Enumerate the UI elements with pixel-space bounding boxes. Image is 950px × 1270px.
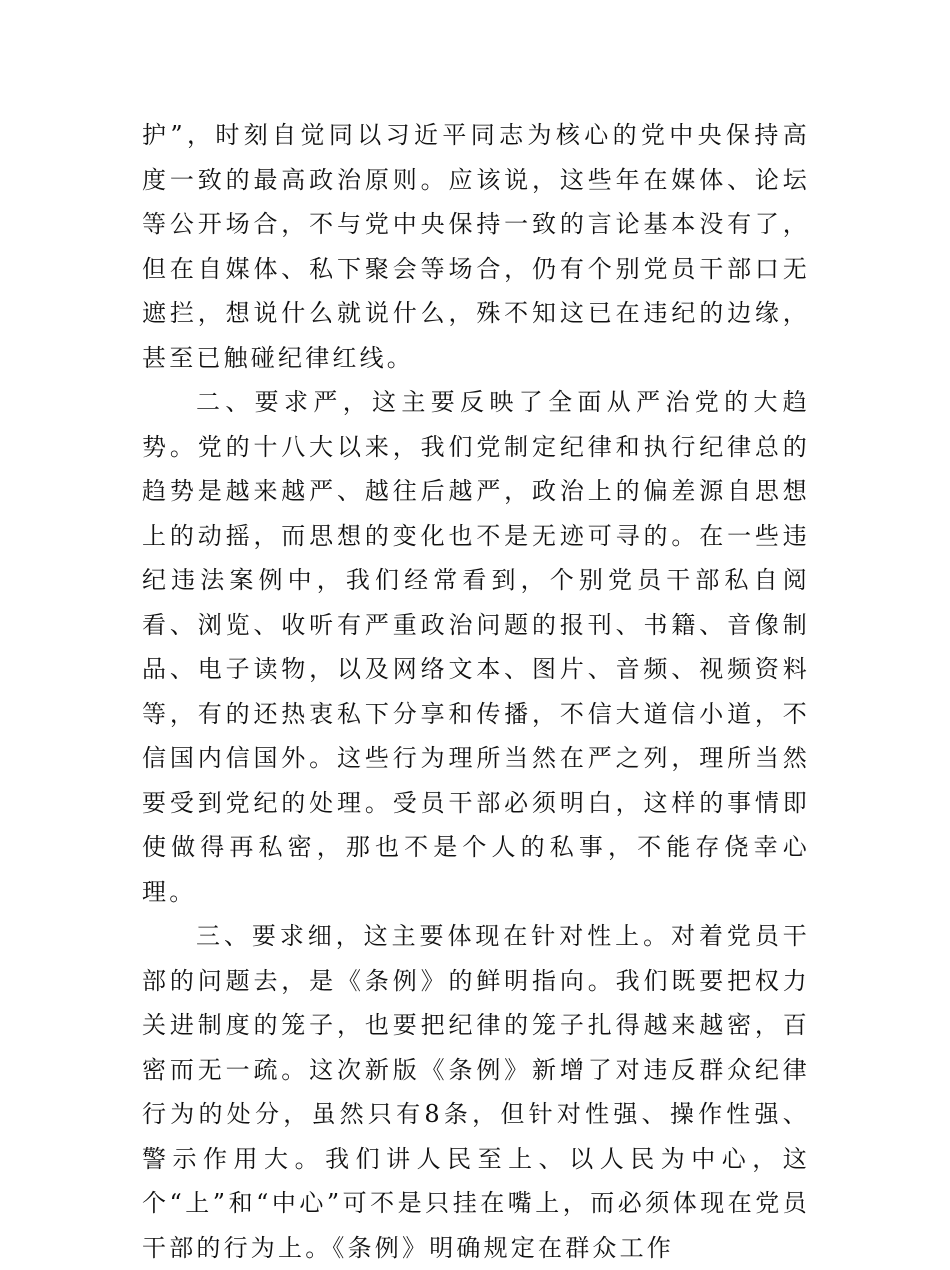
paragraph-continuation: 护”，时刻自觉同以习近平同志为核心的党中央保持高度一致的最高政治原则。应该说，这些年在媒体、论坛等公开场合，不与党中央保持一致的言论基本没有了，但在自媒体、私下聚会等场合，仍有个别党员干部口无遮拦，想说什么就说什么，殊不知这已在违纪的边缘，甚至已触碰纪律红线。 xyxy=(142,121,810,372)
document-body xyxy=(142,113,810,1270)
paragraph-point-three: 三、要求细，这主要体现在针对性上。对着党员干部的问题去，是《条例》的鲜明指向。我们既要把权力关进制度的笼子，也要把纪律的笼子扎得越来越密，百密而无一疏。这次新版《条例》新增了对违反群众纪律行为的处分，虽然只有8条，但针对性强、操作性强、警示作用大。我们讲人民至上、以人民为中心，这个“上”和“中心”可不是只挂在嘴上，而必须体现在党员干部的行为上。《条例》明确规定在群众工作 xyxy=(142,922,810,1262)
paragraph-point-two: 二、要求严，这主要反映了全面从严治党的大趋势。党的十八大以来，我们党制定纪律和执行纪律总的趋势是越来越严、越往后越严，政治上的偏差源自思想上的动摇，而思想的变化也不是无迹可寻的。在一些违纪违法案例中，我们经常看到，个别党员干部私自阅看、浏览、收听有严重政治问题的报刊、书籍、音像制品、电子读物，以及网络文本、图片、音频、视频资料等，有的还热衷私下分享和传播，不信大道信小道，不信国内信国外。这些行为理所当然在严之列，理所当然要受到党纪的处理。受员干部必须明白，这样的事情即使做得再私密，那也不是个人的私事，不能存侥幸心理。 xyxy=(142,388,810,906)
